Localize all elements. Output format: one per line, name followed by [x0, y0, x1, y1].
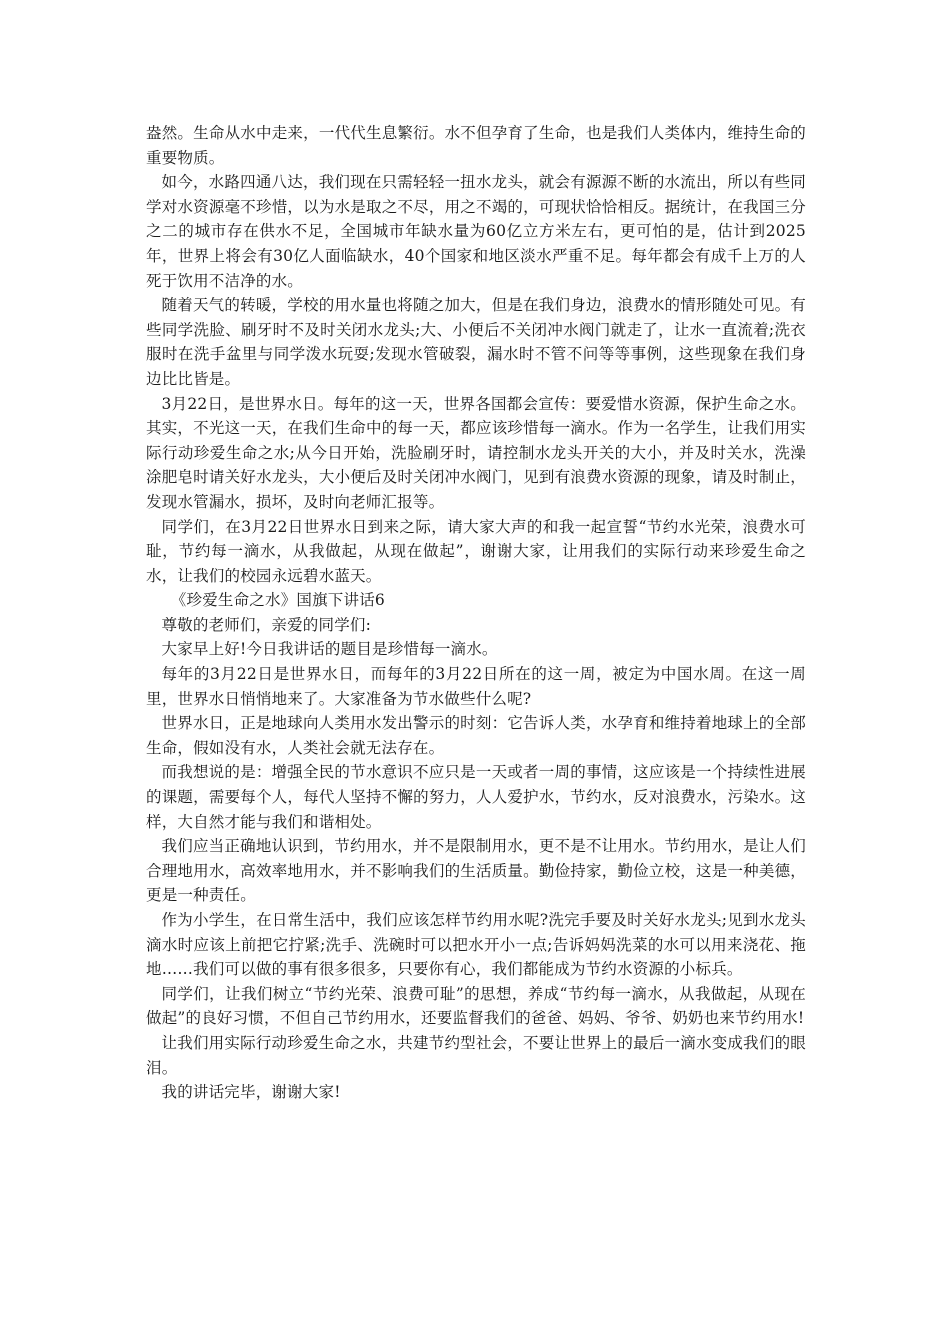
- speech-title: 《珍爱生命之水》国旗下讲话6: [170, 591, 385, 610]
- paragraph: 3月22日，是世界水日。每年的这一天，世界各国都会宣传：要爱惜水资源，保护生命之水。其实，不光这一天，在我们生命中的每一天，都应该珍惜每一滴水。作为一名学生，让我们用实际行动珍爱生命之水;从今日开始，洗脸刷牙时，请控制水龙头开关的大小，并及时关水，洗澡涂肥皂时请关好水龙头，大小便后及时关闭冲水阀门，见到有浪费水资源的现象，请及时制止，发现水管漏水，损坏，及时向老师汇报等。: [146, 394, 806, 511]
- paragraph: 同学们，在3月22日世界水日到来之际，请大家大声的和我一起宣誓“节约水光荣，浪费水可耻，节约每一滴水，从我做起，从现在做起”，谢谢大家，让用我们的实际行动来珍爱生命之水，让我们的校园永远碧水蓝天。: [146, 517, 806, 585]
- paragraph: 世界水日，正是地球向人类用水发出警示的时刻：它告诉人类，水孕育和维持着地球上的全部生命，假如没有水，人类社会就无法存在。: [146, 714, 806, 757]
- paragraph: 如今，水路四通八达，我们现在只需轻轻一扭水龙头，就会有源源不断的水流出，所以有些同学对水资源毫不珍惜，以为水是取之不尽，用之不竭的，可现状恰恰相反。据统计，在我国三分之二的城市存在供水不足，全国城市年缺水量为60亿立方米左右，更可怕的是，估计到2025年，世界上将会有30亿人面临缺水，40个国家和地区淡水严重不足。每年都会有成千上万的人死于饮用不洁净的水。: [146, 173, 806, 290]
- salutation: 尊敬的老师们，亲爱的同学们:: [161, 615, 372, 634]
- paragraph: 作为小学生，在日常生活中，我们应该怎样节约用水呢?洗完手要及时关好水龙头;见到水龙头滴水时应该上前把它拧紧;洗手、洗碗时可以把水开小一点;告诉妈妈洗菜的水可以用来浇花、拖地……我们可以做的事有很多很多，只要你有心，我们都能成为节约水资源的小标兵。: [146, 911, 806, 979]
- paragraph: 每年的3月22日是世界水日，而每年的3月22日所在的这一周，被定为中国水周。在这一周里，世界水日悄悄地来了。大家准备为节水做些什么呢?: [146, 665, 806, 708]
- paragraph: 盎然。生命从水中走来，一代代生息繁衍。水不但孕育了生命，也是我们人类体内，维持生命的重要物质。: [146, 124, 806, 167]
- paragraph: 我们应当正确地认识到，节约用水，并不是限制用水，更不是不让用水。节约用水，是让人们合理地用水，高效率地用水，并不影响我们的生活质量。勤俭持家，勤俭立校，这是一种美德，更是一种责任。: [146, 837, 806, 905]
- paragraph: 同学们，让我们树立“节约光荣、浪费可耻”的思想，养成“节约每一滴水，从我做起，从现在做起”的良好习惯，不但自己节约用水，还要监督我们的爸爸、妈妈、爷爷、奶奶也来节约用水!: [146, 984, 806, 1028]
- paragraph: 大家早上好!今日我讲话的题目是珍惜每一滴水。: [161, 640, 498, 659]
- paragraph: 而我想说的是：增强全民的节水意识不应只是一天或者一周的事情，这应该是一个持续性进展的课题，需要每个人，每代人坚持不懈的努力，人人爱护水，节约水，反对浪费水，污染水。这样，大自然才能与我们和谐相处。: [146, 763, 806, 831]
- document-body: [146, 121, 806, 1105]
- paragraph: 随着天气的转暖，学校的用水量也将随之加大，但是在我们身边，浪费水的情形随处可见。有些同学洗脸、刷牙时不及时关闭水龙头;大、小便后不关闭冲水阀门就走了，让水一直流着;洗衣服时在洗手盆里与同学泼水玩耍;发现水管破裂，漏水时不管不问等等事例，这些现象在我们身边比比皆是。: [146, 296, 806, 388]
- paragraph: 让我们用实际行动珍爱生命之水，共建节约型社会，不要让世界上的最后一滴水变成我们的眼泪。: [146, 1033, 806, 1077]
- closing-line: 我的讲话完毕，谢谢大家!: [161, 1083, 341, 1102]
